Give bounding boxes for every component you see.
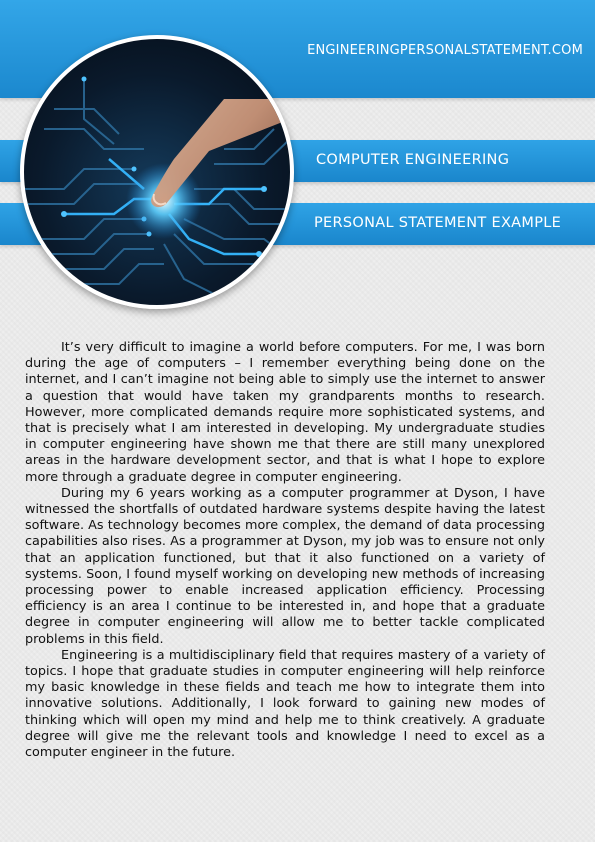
circuit-traces-icon (24, 39, 290, 305)
page-subtitle: PERSONAL STATEMENT EXAMPLE (314, 215, 562, 231)
paragraph-1: It’s very difficult to imagine a world before computers. For me, I was born during the age of computers – I remember everything being done on the internet, and I can’t imagine not being able to simply use the internet to answer a question that would have taken my grandparents months to research. However, more complicated demands require more sophisticated systems, and that is precisely what I am interested in developing. My undergraduate studies in computer engineering have shown me that there are still many unexplored areas in the hardware development sector, and that is what I hope to explore more through a graduate degree in computer engineering. (25, 340, 545, 485)
page-title: COMPUTER ENGINEERING (316, 152, 510, 168)
site-url[interactable]: ENGINEERINGPERSONALSTATEMENT.COM (307, 43, 583, 58)
statement-body (25, 340, 545, 761)
paragraph-2: During my 6 years working as a computer programmer at Dyson, I have witnessed the shortfalls of outdated hardware systems despite having the latest software. As technology becomes more complex, the demand of data processing capabilities also rises. As a programmer at Dyson, my job was to ensure not only that an application functioned, but that it also functioned on a variety of systems. Soon, I found myself working on developing new methods of increasing processing power to enable increased application efficiency. Processing efficiency is an area I continue to be interested in, and hope that a graduate degree in computer engineering will allow me to better tackle complicated problems in this field. (25, 485, 545, 647)
circuit-board-finger-image (20, 35, 294, 309)
paragraph-3: Engineering is a multidisciplinary field that requires mastery of a variety of topics. I hope that graduate studies in computer engineering will help reinforce my basic knowledge in these fields and teach me how to integrate them into innovative solutions. Additionally, I look forward to gaining new modes of thinking which will open my mind and help me to think creatively. A graduate degree will give me the relevant tools and knowledge I need to excel as a computer engineer in the future. (25, 647, 545, 761)
